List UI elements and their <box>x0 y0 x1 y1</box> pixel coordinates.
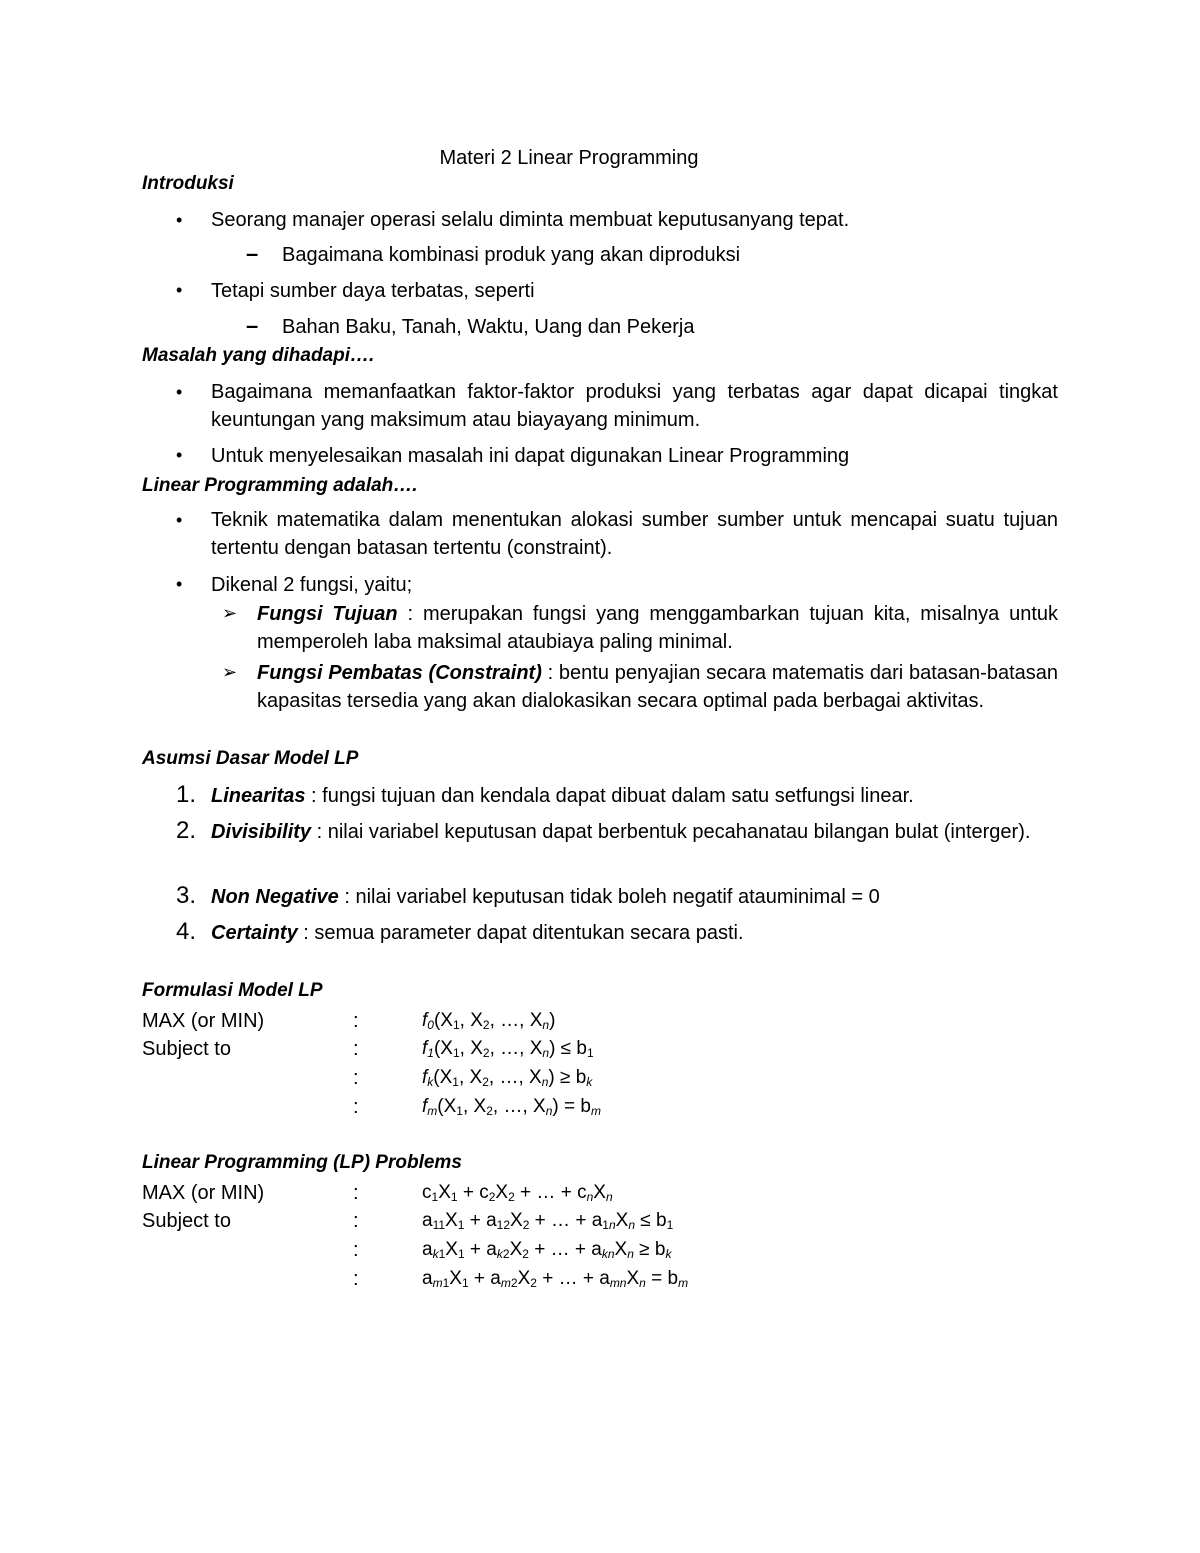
list-number: 2. <box>176 817 197 844</box>
fungsi-pembatas-text: : bentu penyajian secara matematis dari batasan-batasan kapasitas tersedia yang akan dialokasikan secara optimal pada berbagai aktivitas. <box>257 662 1058 712</box>
problems-constraint-1: $a_{11}X_1 + a_{12}X_2$ + … + $a_{1n}X_n \le b_1$ <box>422 1210 674 1232</box>
fungsi-tujuan-item <box>257 600 1058 656</box>
formulasi-colon: : <box>353 1067 359 1089</box>
lp-adalah-bullet-1: Teknik matematika dalam menentukan alokasi sumber sumber untuk mencapai suatu tujuan tertentu dengan batasan tertentu (constraint). <box>211 509 1058 559</box>
bullet-icon: • <box>176 510 183 530</box>
fungsi-pembatas-item <box>257 659 1058 715</box>
arrow-bullet-icon: ➢ <box>222 662 238 682</box>
asumsi-text: : nilai variabel keputusan dapat berbentuk pecahanatau bilangan bulat (interger). <box>311 821 1031 843</box>
fungsi-pembatas-term: Fungsi Pembatas (Constraint) <box>257 662 542 684</box>
problems-colon: : <box>353 1182 359 1204</box>
intro-bullet-2: Tetapi sumber daya terbatas, seperti <box>211 280 535 302</box>
formulasi-objective: $f_0(X_1$, $X_2$, …, $X_n$) <box>422 1010 556 1032</box>
problems-objective: $c_1X_1 + c_2X_2$ + … + $c_nX_n$ <box>422 1182 613 1204</box>
masalah-bullet-1: Bagaimana memanfaatkan faktor-faktor produksi yang terbatas agar dapat dicapai tingkat keuntungan yang maksimum atau biayayang minimum. <box>211 381 1058 431</box>
problems-colon: : <box>353 1239 359 1261</box>
problems-colon: : <box>353 1268 359 1290</box>
heading-masalah: Masalah yang dihadapi…. <box>142 345 375 366</box>
formulasi-constraint-k: $f_k(X_1$, $X_2$, …, $X_n) \ge b_k$ <box>422 1067 593 1089</box>
asumsi-term: Divisibility <box>211 821 312 843</box>
problems-constraint-k: $a_{k1}X_1 + a_{k2}X_2$ + … + $a_{kn}X_n \ge b_k$ <box>422 1239 672 1261</box>
problems-subject-label: Subject to <box>142 1210 231 1232</box>
intro-bullet-1: Seorang manajer operasi selalu diminta membuat keputusanyang tepat. <box>211 209 850 231</box>
problems-constraint-m: $a_{m1}X_1 + a_{m2}X_2$ + … + $a_{mn}X_n = b_m$ <box>422 1268 689 1290</box>
formulasi-colon: : <box>353 1038 359 1060</box>
formulasi-subject-label: Subject to <box>142 1038 231 1060</box>
heading-formulasi: Formulasi Model LP <box>142 980 323 1001</box>
heading-lp-adalah: Linear Programming adalah…. <box>142 475 418 496</box>
formulasi-constraint-m: $f_m(X_1$, $X_2$, …, $X_n) = b_m$ <box>422 1096 601 1118</box>
intro-sub-2: Bahan Baku, Tanah, Waktu, Uang dan Pekerja <box>282 316 695 338</box>
asumsi-item-4 <box>211 921 744 945</box>
asumsi-text: : fungsi tujuan dan kendala dapat dibuat dalam satu setfungsi linear. <box>305 785 914 807</box>
list-number: 1. <box>176 781 197 808</box>
bullet-icon: • <box>176 382 183 402</box>
bullet-icon: • <box>176 445 183 465</box>
list-number: 3. <box>176 882 197 909</box>
asumsi-text: : nilai variabel keputusan tidak boleh negatif atauminimal = 0 <box>338 886 880 908</box>
problems-max-label: MAX (or MIN) <box>142 1182 265 1204</box>
asumsi-text: : semua parameter dapat ditentukan secara pasti. <box>297 922 744 944</box>
heading-asumsi: Asumsi Dasar Model LP <box>142 748 359 769</box>
asumsi-item-1 <box>211 784 914 808</box>
heading-lp-problems: Linear Programming (LP) Problems <box>142 1152 462 1173</box>
dash-icon: – <box>246 241 259 266</box>
dash-icon: – <box>246 313 259 338</box>
lp-adalah-bullet-2: Dikenal 2 fungsi, yaitu; <box>211 574 413 596</box>
bullet-icon: • <box>176 280 183 300</box>
fungsi-tujuan-text: : merupakan fungsi yang menggambarkan tujuan kita, misalnya untuk memperoleh laba maksimal ataubiaya paling minimal. <box>257 603 1059 653</box>
asumsi-item-2 <box>211 818 1051 846</box>
asumsi-term: Non Negative <box>211 886 339 908</box>
arrow-bullet-icon: ➢ <box>222 603 238 623</box>
masalah-bullet-2: Untuk menyelesaikan masalah ini dapat digunakan Linear Programming <box>211 445 850 467</box>
formulasi-colon: : <box>353 1096 359 1118</box>
list-number: 4. <box>176 918 197 945</box>
bullet-icon: • <box>176 210 183 230</box>
page-title: Materi 2 Linear Programming <box>439 147 699 169</box>
asumsi-term: Certainty <box>211 922 298 944</box>
intro-sub-1: Bagaimana kombinasi produk yang akan diproduksi <box>282 244 741 266</box>
bullet-icon: • <box>176 574 183 594</box>
formulasi-constraint-1: $f_1(X_1$, $X_2$, …, $X_n) \le b_1$ <box>422 1038 594 1060</box>
formulasi-max-label: MAX (or MIN) <box>142 1010 265 1032</box>
formulasi-colon: : <box>353 1010 359 1032</box>
heading-introduksi: Introduksi <box>142 173 234 194</box>
problems-colon: : <box>353 1210 359 1232</box>
fungsi-tujuan-term: Fungsi Tujuan <box>257 603 398 625</box>
asumsi-item-3 <box>211 885 880 909</box>
asumsi-term: Linearitas <box>211 785 306 807</box>
